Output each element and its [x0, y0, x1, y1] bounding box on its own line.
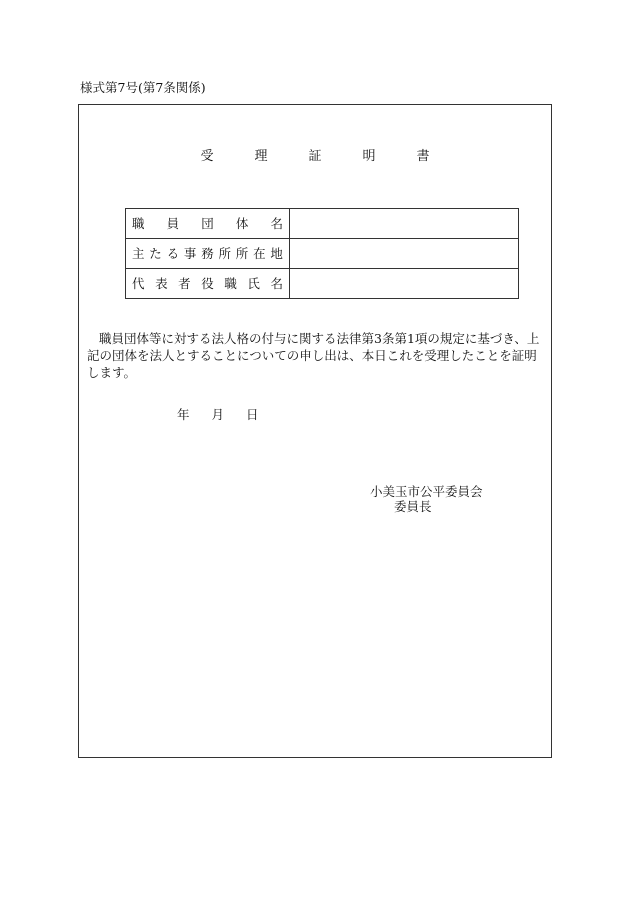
label-char: 名: [270, 215, 283, 231]
label-spread: [132, 247, 283, 261]
label-char: 務: [201, 245, 214, 261]
label-char: た: [149, 245, 162, 261]
applicant-info-table: [125, 208, 519, 299]
table-row-representative: [126, 269, 519, 299]
office-address-value: [290, 239, 519, 269]
date-line: [177, 407, 259, 423]
table-row-organization-name: [126, 209, 519, 239]
label-char: 者: [178, 275, 191, 291]
organization-name-value: [290, 209, 519, 239]
representative-value: [290, 269, 519, 299]
office-address-label: [126, 239, 290, 269]
label-char: 表: [155, 275, 168, 291]
label-char: 所: [218, 245, 231, 261]
label-char: 団: [201, 215, 214, 231]
year-label: 年: [177, 407, 190, 422]
label-char: 名: [270, 275, 283, 291]
certification-statement: 職員団体等に対する法人格の付与に関する法律第3条第1項の規定に基づき、上記の団体を法人とすることについての申し出は、本日これを受理したことを証明します。: [87, 331, 540, 380]
organization-name-label: [126, 209, 290, 239]
day-label: 日: [246, 407, 259, 422]
label-char: 員: [166, 215, 180, 231]
label-char: 職: [224, 275, 237, 291]
label-char: 在: [253, 245, 266, 261]
label-char: 職: [132, 215, 145, 231]
label-spread: [132, 217, 283, 231]
label-spread: [132, 277, 283, 291]
table-row-office-address: [126, 239, 519, 269]
document-title: 受 理 証 明 書: [200, 149, 444, 164]
certificate-frame: [78, 104, 552, 758]
label-char: 氏: [247, 275, 260, 291]
label-char: 代: [132, 275, 145, 291]
issuer-position: 委員長: [394, 499, 432, 514]
form-number: 様式第7号(第7条関係): [80, 80, 206, 95]
label-char: る: [166, 245, 180, 261]
month-label: 月: [211, 407, 225, 422]
label-char: 事: [183, 245, 197, 261]
label-char: 地: [270, 245, 283, 261]
label-char: 所: [235, 245, 249, 261]
issuer-organization: 小美玉市公平委員会: [370, 484, 483, 499]
representative-label: [126, 269, 290, 299]
label-char: 役: [201, 275, 214, 291]
label-char: 主: [132, 245, 145, 261]
label-char: 体: [235, 215, 249, 231]
